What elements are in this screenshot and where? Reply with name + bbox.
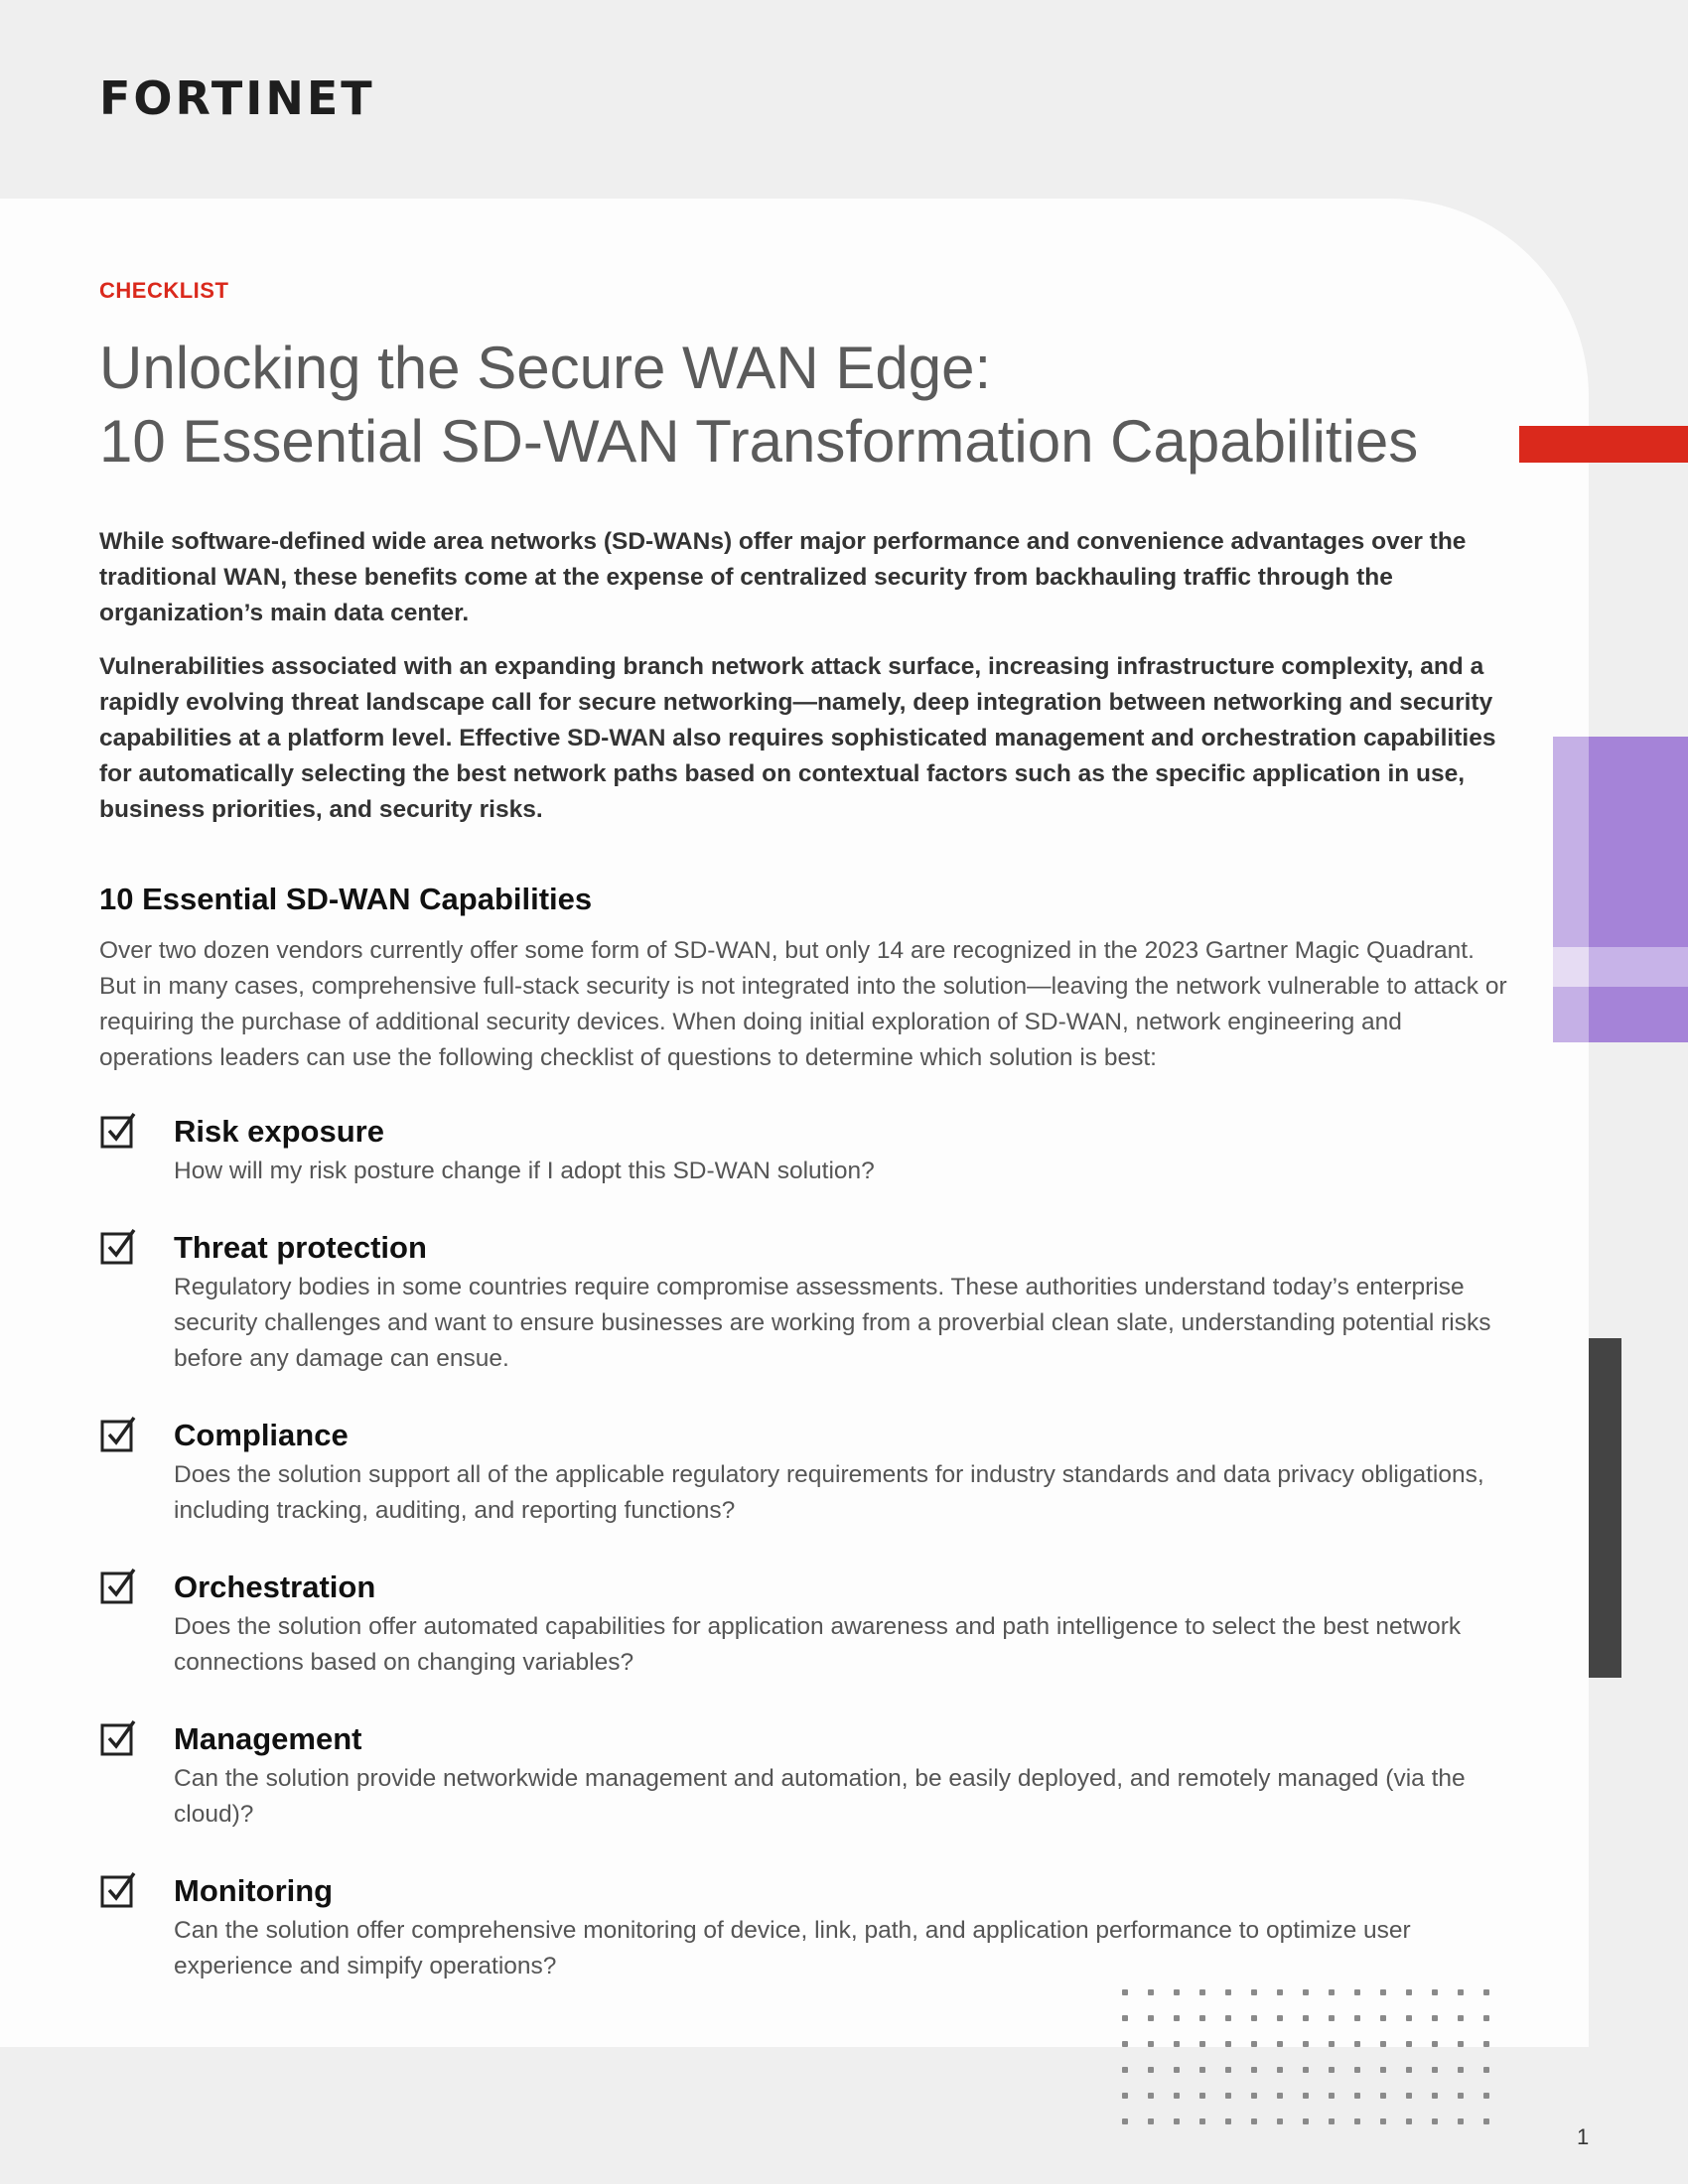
dot bbox=[1199, 2015, 1205, 2021]
dot bbox=[1483, 2067, 1489, 2073]
dot bbox=[1354, 2118, 1360, 2124]
dot bbox=[1174, 2041, 1180, 2047]
dot bbox=[1174, 2093, 1180, 2099]
dot bbox=[1277, 2015, 1283, 2021]
dot bbox=[1225, 2093, 1231, 2099]
dot bbox=[1199, 2118, 1205, 2124]
dot bbox=[1458, 2067, 1464, 2073]
dot bbox=[1432, 2015, 1438, 2021]
dot bbox=[1303, 2118, 1309, 2124]
checkbox-checked-icon bbox=[99, 1416, 139, 1455]
checklist-item-title: Threat protection bbox=[174, 1230, 427, 1265]
dot bbox=[1329, 2015, 1335, 2021]
checkbox-checked-icon bbox=[99, 1719, 139, 1759]
dot bbox=[1122, 2015, 1128, 2021]
dot bbox=[1303, 2093, 1309, 2099]
dot bbox=[1174, 2015, 1180, 2021]
intro-paragraph-1: While software-defined wide area networks (SD-WANs) offer major performance and convenience advantages over the traditional WAN, these benefits come at the expense of centralized security from backhauling traffic through the organization’s main data center. bbox=[99, 528, 1467, 626]
dot bbox=[1277, 2093, 1283, 2099]
dot bbox=[1122, 2041, 1128, 2047]
dot bbox=[1458, 2093, 1464, 2099]
dot bbox=[1303, 1989, 1309, 1995]
dot bbox=[1303, 2067, 1309, 2073]
dot bbox=[1148, 2015, 1154, 2021]
dot bbox=[1354, 2093, 1360, 2099]
dot bbox=[1199, 2093, 1205, 2099]
dot bbox=[1329, 1989, 1335, 1995]
dot bbox=[1329, 2093, 1335, 2099]
dot bbox=[1251, 2015, 1257, 2021]
dot bbox=[1251, 2118, 1257, 2124]
eyebrow-label: CHECKLIST bbox=[99, 278, 229, 303]
dot bbox=[1122, 1989, 1128, 1995]
purple-decoration bbox=[1553, 737, 1688, 1042]
dot bbox=[1380, 2118, 1386, 2124]
dot bbox=[1458, 2118, 1464, 2124]
dot bbox=[1148, 1989, 1154, 1995]
dot bbox=[1251, 1989, 1257, 1995]
dot-grid-pattern bbox=[1122, 1989, 1503, 2184]
dot bbox=[1122, 2093, 1128, 2099]
fortinet-logo bbox=[99, 71, 417, 125]
dot bbox=[1225, 2015, 1231, 2021]
dot bbox=[1406, 2067, 1412, 2073]
checklist-item-title: Compliance bbox=[174, 1418, 349, 1452]
section-description: Over two dozen vendors currently offer some form of SD-WAN, but only 14 are recognized in the 2023 Gartner Magic Quadrant. But in many cases, comprehensive full-stack security is not integrated into the solution—leaving the network vulnerable to attack or requiring the purchase of additional security devices. When doing initial exploration of SD-WAN, network engineering and operations leaders can use the following checklist of questions to determine which solution is best: bbox=[99, 937, 1507, 1071]
checklist-item-text: Can the solution offer comprehensive monitoring of device, link, path, and application performance to optimize user experience and simpify operations? bbox=[174, 1917, 1411, 1979]
dot bbox=[1277, 2041, 1283, 2047]
dot bbox=[1251, 2067, 1257, 2073]
dot bbox=[1380, 2067, 1386, 2073]
dot bbox=[1406, 2118, 1412, 2124]
dot bbox=[1432, 2041, 1438, 2047]
dot bbox=[1483, 1989, 1489, 1995]
page-number: 1 bbox=[1577, 2124, 1590, 2149]
dot bbox=[1354, 2067, 1360, 2073]
dot bbox=[1277, 2118, 1283, 2124]
checklist-item-text: How will my risk posture change if I adopt this SD-WAN solution? bbox=[174, 1158, 875, 1184]
dot bbox=[1148, 2041, 1154, 2047]
dot bbox=[1406, 2093, 1412, 2099]
dot bbox=[1122, 2067, 1128, 2073]
dot bbox=[1225, 2118, 1231, 2124]
section-heading: 10 Essential SD-WAN Capabilities bbox=[99, 882, 593, 916]
dot bbox=[1122, 2118, 1128, 2124]
dot bbox=[1354, 2015, 1360, 2021]
dot bbox=[1148, 2093, 1154, 2099]
dot bbox=[1432, 2093, 1438, 2099]
red-accent-bar bbox=[1519, 426, 1688, 463]
checklist-item-text: Does the solution support all of the applicable regulatory requirements for industry standards and data privacy obligations, including tracking, auditing, and reporting functions? bbox=[174, 1461, 1484, 1524]
dot bbox=[1199, 2041, 1205, 2047]
checkbox-checked-icon bbox=[99, 1871, 139, 1911]
dot bbox=[1354, 2041, 1360, 2047]
checklist-item-title: Monitoring bbox=[174, 1873, 334, 1908]
dot bbox=[1174, 1989, 1180, 1995]
page-title bbox=[99, 332, 1509, 478]
dot bbox=[1483, 2093, 1489, 2099]
dot bbox=[1406, 1989, 1412, 1995]
dot bbox=[1303, 2041, 1309, 2047]
dot bbox=[1174, 2067, 1180, 2073]
dot bbox=[1199, 2067, 1205, 2073]
dot bbox=[1251, 2041, 1257, 2047]
dot bbox=[1303, 2015, 1309, 2021]
dot bbox=[1354, 1989, 1360, 1995]
dot bbox=[1251, 2093, 1257, 2099]
checklist-item-title: Management bbox=[174, 1721, 362, 1756]
dot bbox=[1380, 1989, 1386, 1995]
dot bbox=[1225, 2067, 1231, 2073]
checkbox-checked-icon bbox=[99, 1568, 139, 1607]
checkbox-checked-icon bbox=[99, 1228, 139, 1268]
dot bbox=[1432, 2118, 1438, 2124]
checklist-item-text: Regulatory bodies in some countries require compromise assessments. These authorities understand today’s enterprise security challenges and want to ensure businesses are working from a proverbial clean slate, understanding potential risks before any damage can ensue. bbox=[174, 1274, 1491, 1372]
dot bbox=[1329, 2118, 1335, 2124]
dot bbox=[1225, 2041, 1231, 2047]
checklist-item-text: Can the solution provide networkwide management and automation, be easily deployed, and remotely managed (via the cloud)? bbox=[174, 1765, 1466, 1828]
title-line-1: Unlocking the Secure WAN Edge: bbox=[99, 335, 992, 401]
dot bbox=[1148, 2067, 1154, 2073]
dot bbox=[1406, 2015, 1412, 2021]
dot bbox=[1432, 2067, 1438, 2073]
logo-text: FORTINET bbox=[99, 71, 375, 125]
dot bbox=[1483, 2041, 1489, 2047]
dot bbox=[1277, 2067, 1283, 2073]
checkbox-checked-icon bbox=[99, 1112, 139, 1152]
dot bbox=[1380, 2015, 1386, 2021]
checklist-item-text: Does the solution offer automated capabilities for application awareness and path intelligence to select the best network connections based on changing variables? bbox=[174, 1613, 1462, 1676]
dot bbox=[1148, 2118, 1154, 2124]
dot bbox=[1432, 1989, 1438, 1995]
dot bbox=[1458, 2041, 1464, 2047]
dot bbox=[1380, 2041, 1386, 2047]
dot bbox=[1277, 1989, 1283, 1995]
dot bbox=[1329, 2067, 1335, 2073]
dot bbox=[1329, 2041, 1335, 2047]
dot bbox=[1199, 1989, 1205, 1995]
dark-accent-bar bbox=[1589, 1338, 1621, 1678]
dot bbox=[1458, 1989, 1464, 1995]
dot bbox=[1380, 2093, 1386, 2099]
intro-paragraph-2: Vulnerabilities associated with an expanding branch network attack surface, increasing infrastructure complexity, and a rapidly evolving threat landscape call for secure networking—namely, deep integration between networking and security capabilities at a platform level. Effective SD-WAN also requires sophisticated management and orchestration capabilities for automatically selecting the best network paths based on contextual factors such as the specific application in use, business priorities, and security risks. bbox=[99, 653, 1496, 823]
checklist-item-title: Orchestration bbox=[174, 1570, 376, 1604]
dot bbox=[1483, 2118, 1489, 2124]
dot bbox=[1225, 1989, 1231, 1995]
dot bbox=[1406, 2041, 1412, 2047]
dot bbox=[1174, 2118, 1180, 2124]
checklist-item-title: Risk exposure bbox=[174, 1114, 384, 1149]
title-line-2: 10 Essential SD-WAN Transformation Capabilities bbox=[99, 408, 1419, 475]
dot bbox=[1483, 2015, 1489, 2021]
dot bbox=[1458, 2015, 1464, 2021]
